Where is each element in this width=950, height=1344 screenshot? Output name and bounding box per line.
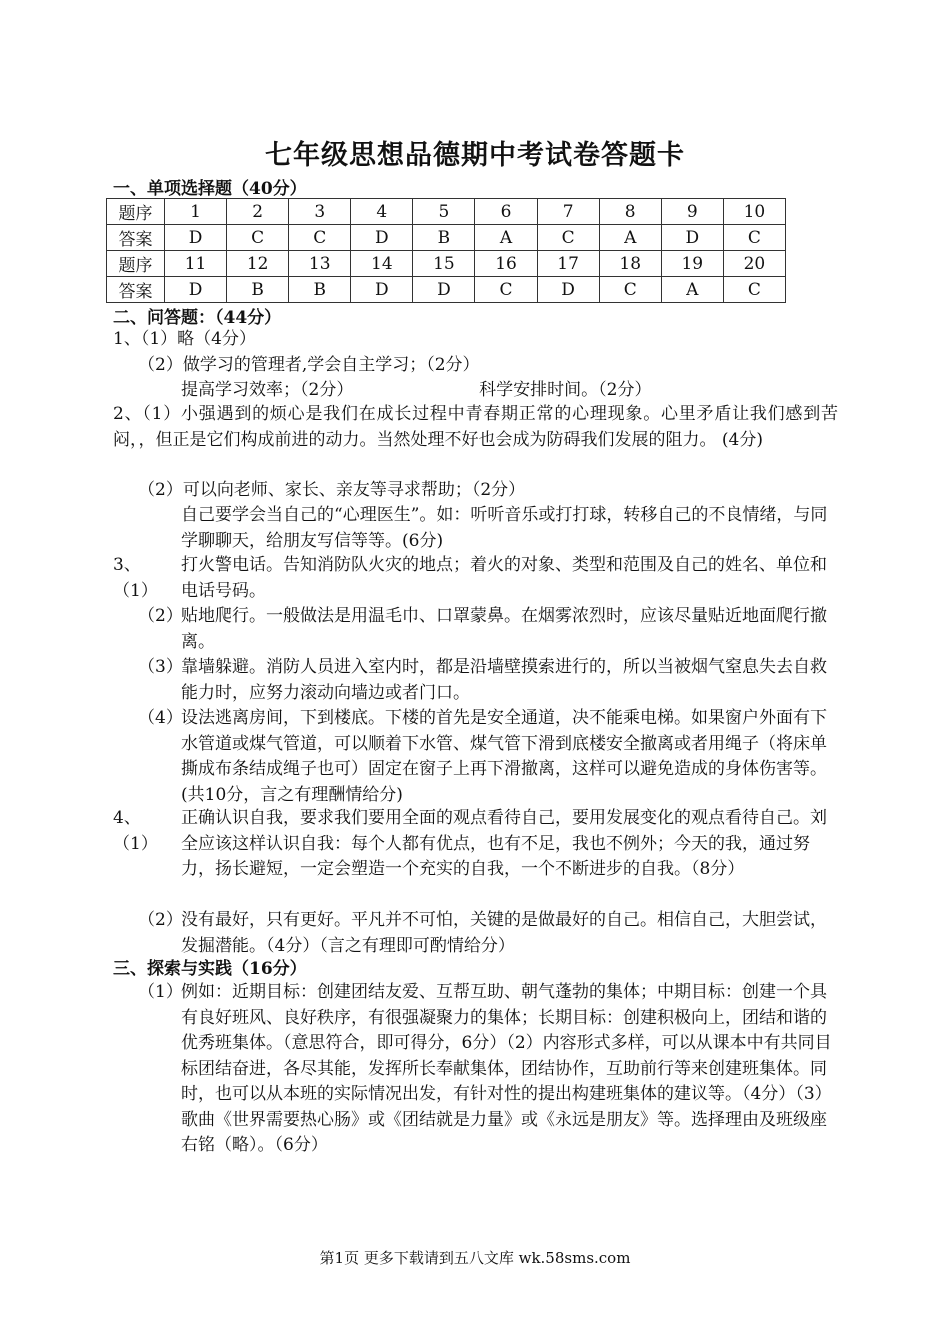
q3-part2: 贴地爬行。一般做法是用温毛巾、口罩蒙鼻。在烟雾浓烈时，应该尽量贴近地面爬行撤离。 (181, 606, 827, 652)
table-cell: 7 (537, 199, 599, 225)
q3-num2: （2） (138, 606, 183, 626)
table-cell: C (537, 225, 599, 251)
table-cell: 12 (227, 251, 289, 277)
table-cell: 16 (475, 251, 537, 277)
table-cell: 9 (661, 199, 723, 225)
table-row (107, 225, 786, 251)
table-cell: 2 (227, 199, 289, 225)
table-cell: A (599, 225, 661, 251)
q1-part2: （2）做学习的管理者,学会自主学习；（2分） (138, 354, 480, 375)
table-cell: D (351, 277, 413, 303)
table-cell: B (289, 277, 351, 303)
table-cell: 4 (351, 199, 413, 225)
answer-table (106, 198, 786, 303)
q2-part2-detail: 自己要学会当自己的“心理医生”。如：听听音乐或打打球，转移自己的不良情绪，与同学聊聊天，给朋友写信等等。(6分) (181, 505, 828, 551)
section3-heading: 三、探索与实践（16分） (113, 959, 307, 979)
s3-answer: 例如：近期目标：创建团结友爱、互帮互助、朝气蓬勃的集体；中期目标：创建一个具有良好班风、良好秩序，有很强凝聚力的集体；长期目标：创建积极向上，团结和谐的优秀班集体。（意思符合，即可得分，6分）（2）内容形式多样，可以从课本中有共同目标团结奋进，各尽其能，发挥所长奉献集体，团结协作，互助前行等来创建班集体。同时，也可以从本班的实际情况出发，有针对性的提出构建班集体的建议等。（4分）（3）歌曲《世界需要热心肠》或《团结就是力量》或《永远是朋友》等。选择理由及班级座右铭（略）。（6分） (181, 982, 832, 1155)
q1-block (113, 327, 838, 404)
table-cell: 答案 (107, 277, 165, 303)
table-cell: 8 (599, 199, 661, 225)
q3-part4: 设法逃离房间，下到楼底。下楼的首先是安全通道，决不能乘电梯。如果窗户外面有下水管道或煤气管道，可以顺着下水管、煤气管下滑到底楼安全撤离或者用绳子（将床单撕成布条结成绳子也可）固定在窗子上再下滑撤离，这样可以避免造成的身体伤害等。(共10分，言之有理酬情给分) (181, 708, 827, 805)
table-cell: 15 (413, 251, 475, 277)
q3-num3: （3） (138, 657, 183, 677)
table-cell: 1 (165, 199, 227, 225)
q4-part2: 没有最好，只有更好。平凡并不可怕，关键的是做最好的自己。相信自己，大胆尝试，发掘潜能。（4分）（言之有理即可酌情给分） (181, 910, 827, 956)
table-row (107, 199, 786, 225)
table-cell: 13 (289, 251, 351, 277)
table-cell: 题序 (107, 251, 165, 277)
table-cell: D (165, 225, 227, 251)
table-cell: 20 (723, 251, 785, 277)
table-cell: B (413, 225, 475, 251)
table-cell: D (661, 225, 723, 251)
section2-heading: 二、问答题：（44分） (113, 308, 282, 328)
table-cell: 答案 (107, 225, 165, 251)
s3-num1: （1） (138, 982, 183, 1002)
table-cell: C (227, 225, 289, 251)
table-row (107, 277, 786, 303)
table-cell: A (475, 225, 537, 251)
q1-part1: 1、（1）略（4分） (113, 329, 256, 349)
q2-part2: （2）可以向老师、家长、亲友等寻求帮助；（2分） (138, 480, 526, 500)
table-cell: A (661, 277, 723, 303)
q3-part1: 打火警电话。告知消防队火灾的地点；着火的对象、类型和范围及自己的姓名、单位和电话号码。 (181, 555, 827, 601)
q4-num1: 4、（1） (113, 808, 158, 854)
table-cell: D (537, 277, 599, 303)
q2-block (113, 402, 838, 453)
page-footer: 第1页 更多下载请到五八文库 wk.58sms.com (319, 1249, 631, 1267)
q1-part2-items (113, 378, 838, 404)
table-cell: C (599, 277, 661, 303)
section1-heading: 一、单项选择题（40分） (113, 179, 307, 199)
table-cell: 14 (351, 251, 413, 277)
table-cell: 题序 (107, 199, 165, 225)
table-cell: 3 (289, 199, 351, 225)
table-cell: 17 (537, 251, 599, 277)
table-cell: D (165, 277, 227, 303)
table-cell: D (351, 225, 413, 251)
table-cell: 6 (475, 199, 537, 225)
q3-part3: 靠墙躲避。消防人员进入室内时，都是沿墙壁摸索进行的，所以当被烟气窒息失去自救能力时，应努力滚动向墙边或者门口。 (181, 657, 827, 703)
table-cell: B (227, 277, 289, 303)
q1-item-schedule: 科学安排时间。（2分） (479, 380, 652, 400)
table-cell: 19 (661, 251, 723, 277)
q3-num1: 3、（1） (113, 555, 158, 601)
table-cell: C (723, 225, 785, 251)
q1-item-efficiency: 提高学习效率；（2分） (181, 380, 354, 400)
table-cell: 18 (599, 251, 661, 277)
table-row (107, 251, 786, 277)
page-title: 七年级思想品德期中考试卷答题卡 (265, 140, 685, 171)
table-cell: 10 (723, 199, 785, 225)
table-cell: D (413, 277, 475, 303)
q3-num4: （4） (138, 708, 183, 728)
table-cell: 11 (165, 251, 227, 277)
q4-part1: 正确认识自我，要求我们要用全面的观点看待自己，要用发展变化的观点看待自己。刘全应该这样认识自我：每个人都有优点，也有不足，我也不例外；今天的我，通过努力，扬长避短，一定会塑造一个充实的自我，一个不断进步的自我。（8分） (181, 808, 827, 879)
table-cell: 5 (413, 199, 475, 225)
q4-num2: （2） (138, 910, 183, 930)
table-cell: C (289, 225, 351, 251)
table-cell: C (723, 277, 785, 303)
table-cell: C (475, 277, 537, 303)
q2-part1: 2、（1）小强遇到的烦心是我们在成长过程中青春期正常的心理现象。心里矛盾让我们感到苦闷，，但正是它们构成前进的动力。当然处理不好也会成为防碍我们发展的阻力。 (4分) (113, 404, 838, 450)
